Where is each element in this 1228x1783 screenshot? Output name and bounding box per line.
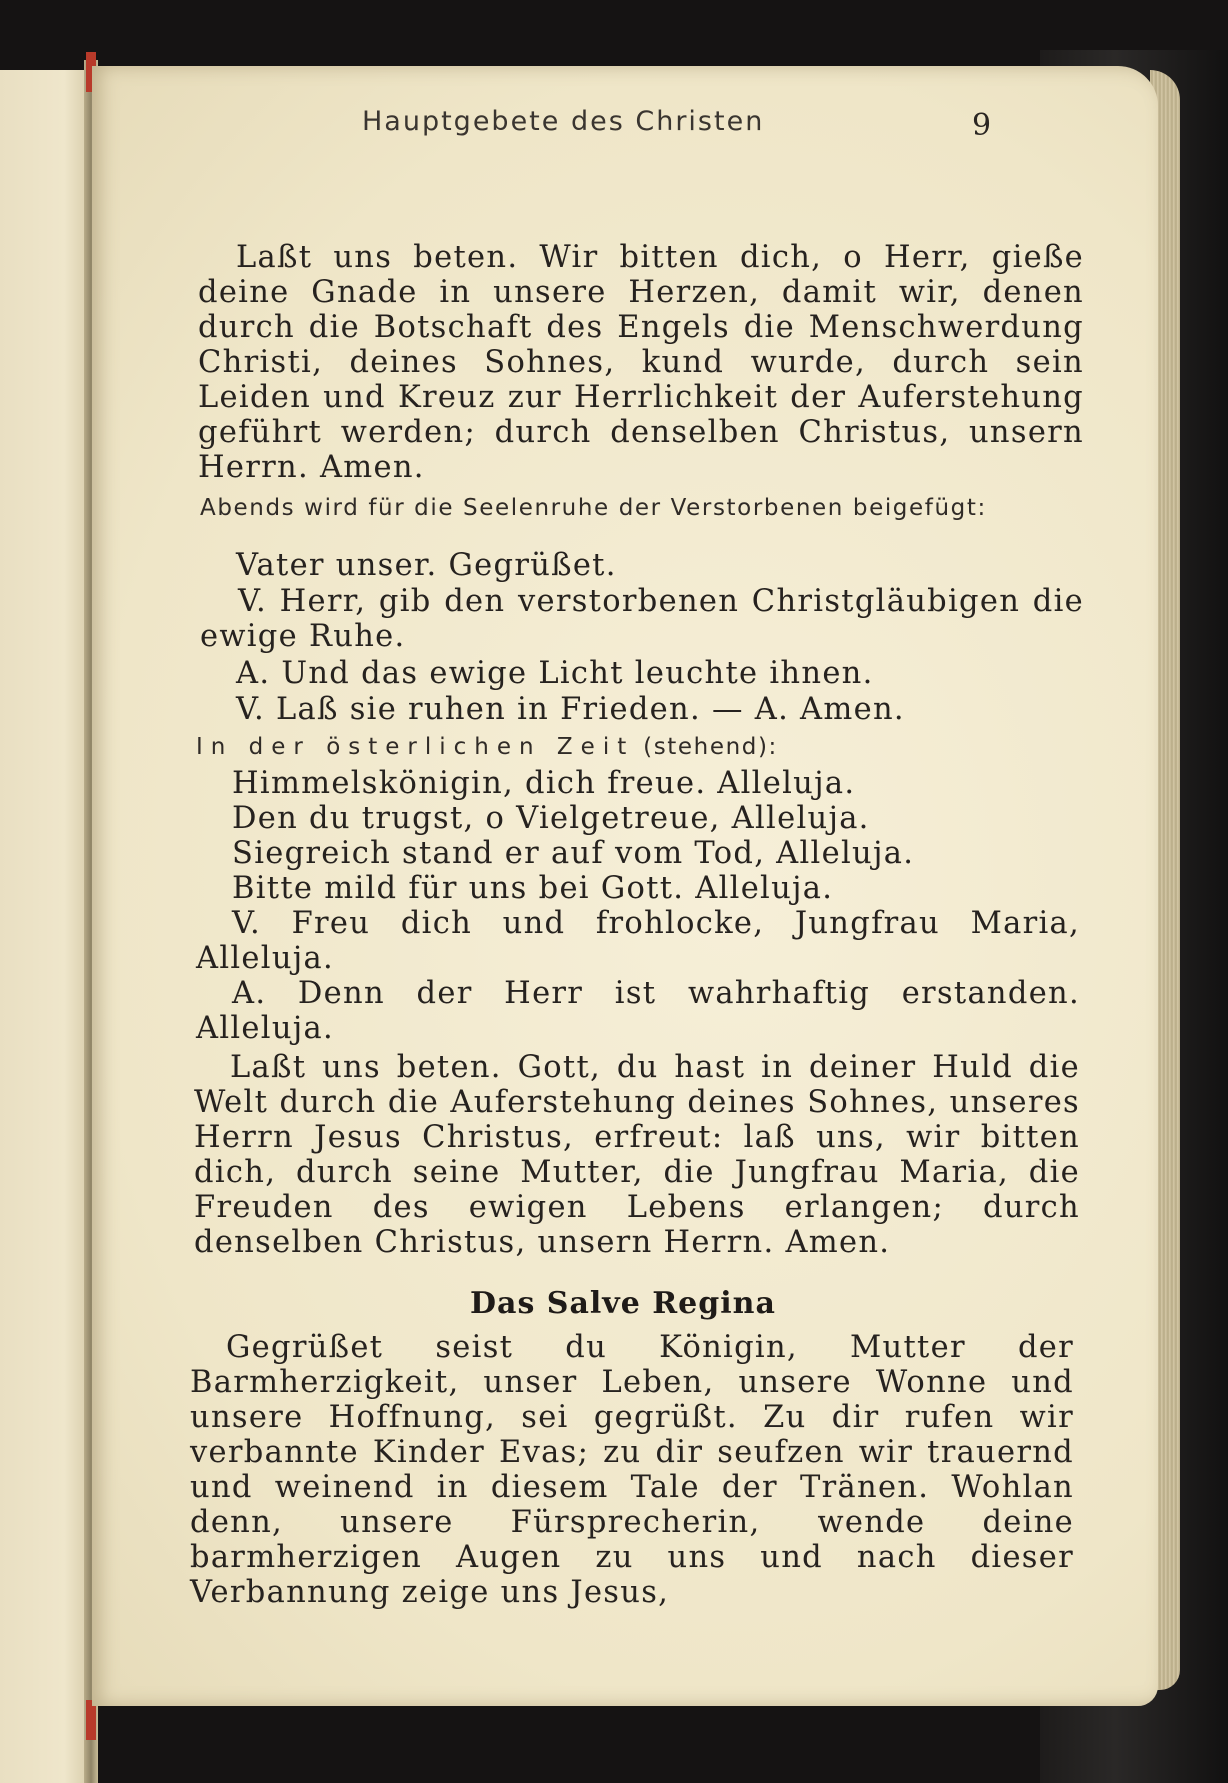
easter-response: A. Denn der Herr ist wahrhaftig erstanden. Alleluja.: [196, 976, 1080, 1046]
response-line: A. Und das ewige Licht leuchte ihnen.: [236, 656, 874, 691]
easter-rubric-rest: (stehend):: [643, 734, 778, 760]
section-heading: Das Salve Regina: [470, 1286, 776, 1321]
easter-closing-prayer: Laßt uns beten. Gott, du hast in deiner Huld die Welt durch die Auferstehung deines Sohnes, unseres Herrn Jesus Christus, erfreut: laß uns, wir bitten dich, durch seine Mutter, die Jungfrau Maria, die Freuden des ewigen Lebens erlangen; durch denselben Christus, unsern Herrn. Amen.: [194, 1050, 1080, 1260]
easter-rubric: [196, 734, 1080, 761]
versicle-line: V. Herr, gib den verstorbenen Christgläubigen die ewige Ruhe.: [200, 584, 1084, 654]
prayer-line: Vater unser. Gegrüßet.: [236, 548, 617, 583]
regina-caeli-verse: Himmelskönigin, dich freue. Alleluja.: [232, 766, 856, 801]
page-number: 9: [972, 108, 992, 143]
regina-caeli-verse: Den du trugst, o Vielgetreue, Alleluja.: [232, 801, 870, 836]
regina-caeli-verse: Bitte mild für uns bei Gott. Alleluja.: [232, 871, 834, 906]
evening-rubric: Abends wird für die Seelenruhe der Verstorbenen beigefügt:: [200, 495, 987, 521]
angelus-closing-prayer: Laßt uns beten. Wir bitten dich, o Herr, gieße deine Gnade in unsere Herzen, damit wir, denen durch die Botschaft des Engels die Menschwerdung Christi, deines Sohnes, kund wurde, durch sein Leiden und Kreuz zur Herrlichkeit der Auferstehung geführt werden; durch denselben Christus, unsern Herrn. Amen.: [198, 240, 1084, 485]
versicle-line: V. Laß sie ruhen in Frieden. — A. Amen.: [236, 692, 905, 727]
easter-rubric-spaced: In der österlichen Zeit: [196, 734, 635, 760]
bookmark-ribbon-bottom: [86, 1700, 96, 1740]
salve-regina-text: Gegrüßet seist du Königin, Mutter der Barmherzigkeit, unser Leben, unsere Wonne und unsere Hoffnung, sei gegrüßt. Zu dir rufen wir verbannte Kinder Evas; zu dir seufzen wir trauernd und weinend in diesem Tale der Tränen. Wohlan denn, unsere Fürsprecherin, wende deine barmherzigen Augen zu uns und nach dieser Verbannung zeige uns Jesus,: [190, 1330, 1074, 1610]
regina-caeli-verse: Siegreich stand er auf vom Tod, Alleluja.: [232, 836, 915, 871]
facing-page: [0, 70, 92, 1783]
easter-versicle: V. Freu dich und frohlocke, Jungfrau Maria, Alleluja.: [196, 906, 1080, 976]
running-title: Hauptgebete des Christen: [362, 106, 765, 137]
